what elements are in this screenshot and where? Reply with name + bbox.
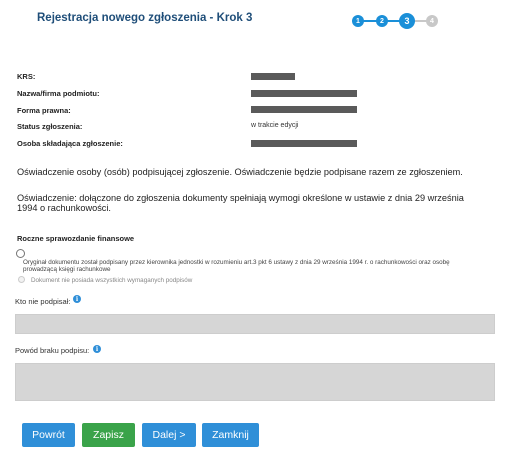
- attachments-statement: Oświadczenie: dołączone do zgłoszenia dokumenty spełniają wymogi określone w ustawie z dnia 29 września 1994 o rachunkowości.: [17, 193, 464, 213]
- step-progress: [352, 13, 438, 29]
- info-icon[interactable]: i: [73, 295, 81, 303]
- radio-original-signed[interactable]: [16, 249, 25, 258]
- step-2: 2: [376, 15, 388, 27]
- annual-report-heading: Roczne sprawozdanie finansowe: [17, 234, 135, 243]
- submitter-label: Osoba składająca zgłoszenie:: [17, 139, 123, 148]
- entity-name-label: Nazwa/firma podmiotu:: [17, 89, 100, 98]
- step-4: 4: [426, 15, 438, 27]
- not-signed-label: Kto nie podpisał:: [15, 297, 71, 306]
- step-1: 1: [352, 15, 364, 27]
- close-button[interactable]: Zamknij: [202, 423, 259, 447]
- legal-form-label: Forma prawna:: [17, 106, 71, 115]
- radio-missing-signatures[interactable]: [18, 276, 25, 283]
- save-button[interactable]: Zapisz: [82, 423, 135, 447]
- submitter-value-redacted: [251, 140, 357, 147]
- krs-label: KRS:: [17, 72, 36, 81]
- legal-form-value-redacted: [251, 106, 357, 113]
- step-3-current: 3: [399, 13, 415, 29]
- not-signed-field[interactable]: [15, 314, 495, 334]
- radio-missing-signatures-label: Dokument nie posiada wszystkich wymaganych podpisów: [31, 277, 193, 284]
- status-value: w trakcie edycji: [251, 122, 299, 129]
- page-title: Rejestracja nowego zgłoszenia - Krok 3: [37, 12, 253, 24]
- signature-statement: Oświadczenie osoby (osób) podpisującej zgłoszenie. Oświadczenie będzie podpisane razem ze zgłoszeniem.: [17, 167, 463, 177]
- krs-value-redacted: [251, 73, 295, 80]
- back-button[interactable]: Powrót: [22, 423, 75, 447]
- next-button[interactable]: Dalej >: [142, 423, 196, 447]
- reason-label: Powód braku podpisu:: [15, 346, 90, 355]
- radio-original-signed-label: Oryginał dokumentu został podpisany przez kierownika jednostki w rozumieniu art.3 pkt 6 ustawy z dnia 29 września 1994 r. o rachunkowości oraz osobę prowadzącą księgi rachunkowe: [23, 259, 450, 273]
- entity-name-value-redacted: [251, 90, 357, 97]
- status-label: Status zgłoszenia:: [17, 122, 83, 131]
- info-icon[interactable]: i: [93, 345, 101, 353]
- reason-field[interactable]: [15, 363, 495, 401]
